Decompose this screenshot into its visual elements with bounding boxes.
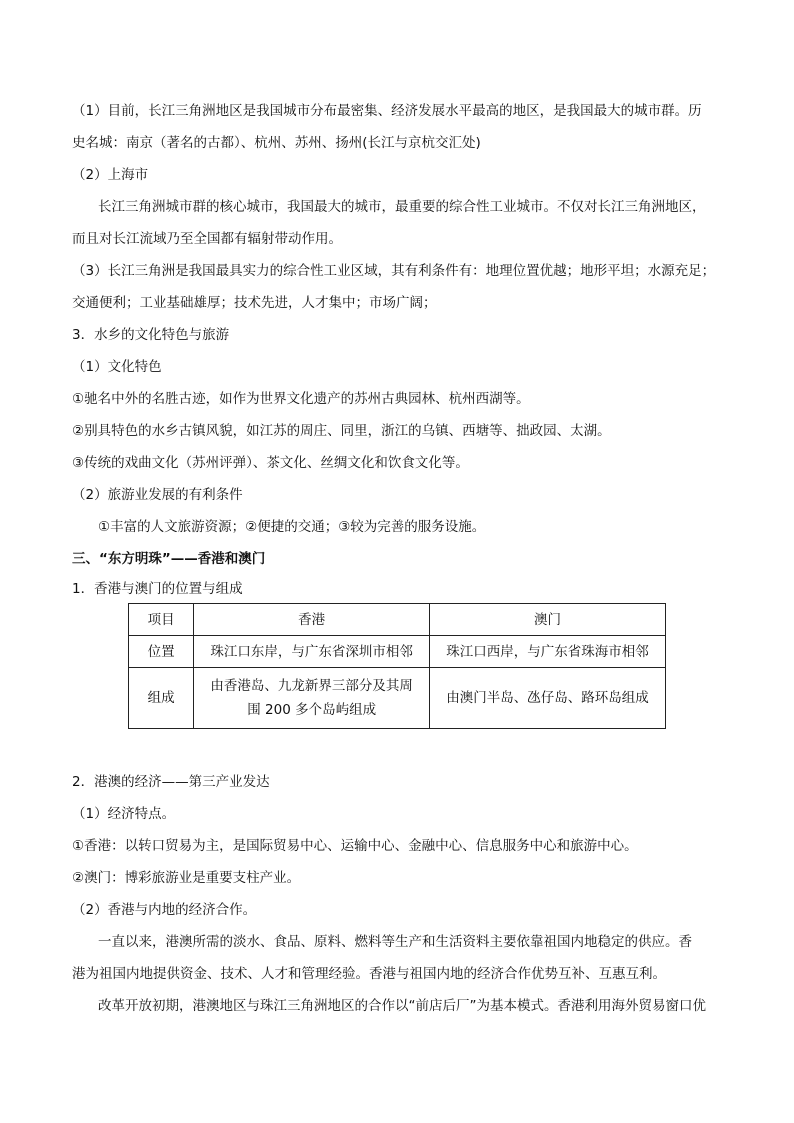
table-row <box>129 636 666 668</box>
subheading-economy-features: （1）经济特点。 <box>72 806 176 822</box>
table-cell-hongkong-location: 珠江口东岸，与广东省深圳市相邻 <box>194 636 430 668</box>
heading-water-town-culture: 3．水乡的文化特色与旅游 <box>72 327 230 343</box>
list-item-culture-1: ①驰名中外的名胜古迹，如作为世界文化遗产的苏州古典园林、杭州西湖等。 <box>72 391 530 407</box>
list-item-culture-3: ③传统的戏曲文化（苏州评弹）、茶文化、丝绸文化和饮食文化等。 <box>72 455 469 471</box>
table-header-hongkong: 香港 <box>194 604 430 636</box>
hk-macau-table <box>128 603 666 729</box>
subheading-shanghai: （2）上海市 <box>72 167 149 183</box>
list-item-culture-2: ②别具特色的水乡古镇风貌，如江苏的周庄、同里，浙江的乌镇、西塘等、拙政园、太湖。 <box>72 423 611 439</box>
paragraph-tourism-conditions: ①丰富的人文旅游资源；②便捷的交通；③较为完善的服务设施。 <box>98 519 486 535</box>
table-cell-label: 组成 <box>129 668 194 729</box>
paragraph-city-cluster-line1: （1）目前，长江三角洲地区是我国城市分布最密集、经济发展水平最高的地区，是我国最大的城市群。历 <box>72 103 702 119</box>
list-item-macau-economy: ②澳门：博彩旅游业是重要支柱产业。 <box>72 870 301 886</box>
table-cell-hongkong-composition <box>194 668 430 729</box>
subheading-culture-features: （1）文化特色 <box>72 359 162 375</box>
cell-text-line: 由香港岛、九龙新界三部分及其周 <box>210 678 413 694</box>
paragraph-industry-line1: （3）长江三角洲是我国最具实力的综合性工业区域，其有利条件有：地理位置优越；地形平坦；水源充足； <box>72 263 716 279</box>
section-heading-hk-macau: 三、“东方明珠”——香港和澳门 <box>72 551 266 567</box>
cell-text-line: 围 200 多个岛屿组成 <box>247 702 377 718</box>
table-row <box>129 668 666 729</box>
subheading-economic-cooperation: （2）香港与内地的经济合作。 <box>72 902 257 918</box>
table-cell-label: 位置 <box>129 636 194 668</box>
paragraph-shanghai-line1: 长江三角洲城市群的核心城市，我国最大的城市，最重要的综合性工业城市。不仅对长江三角洲地区， <box>98 199 706 215</box>
table-cell-macau-location: 珠江口西岸，与广东省珠海市相邻 <box>430 636 666 668</box>
paragraph-shanghai-line2: 而且对长江流域乃至全国都有辐射带动作用。 <box>72 231 342 247</box>
subheading-economy: 2．港澳的经济——第三产业发达 <box>72 774 270 790</box>
subheading-tourism-conditions: （2）旅游业发展的有利条件 <box>72 487 243 503</box>
paragraph-city-cluster-line2: 史名城：南京（著名的古都）、杭州、苏州、扬州(长江与京杭交汇处) <box>72 135 481 151</box>
table-header-item: 项目 <box>129 604 194 636</box>
paragraph-cooperation-line1: 一直以来，港澳所需的淡水、食品、原料、燃料等生产和生活资料主要依靠祖国内地稳定的供应。香 <box>98 934 692 950</box>
paragraph-industry-line2: 交通便利；工业基础雄厚；技术先进，人才集中；市场广阔； <box>72 295 437 311</box>
paragraph-reform-line1: 改革开放初期，港澳地区与珠江三角洲地区的合作以“前店后厂”为基本模式。香港利用海外贸易窗口优 <box>98 998 706 1014</box>
table-header-macau: 澳门 <box>430 604 666 636</box>
table-header-row <box>129 604 666 636</box>
table-cell-macau-composition: 由澳门半岛、氹仔岛、路环岛组成 <box>430 668 666 729</box>
subheading-location-composition: 1．香港与澳门的位置与组成 <box>72 581 243 597</box>
paragraph-cooperation-line2: 港为祖国内地提供资金、技术、人才和管理经验。香港与祖国内地的经济合作优势互补、互惠互利。 <box>72 966 666 982</box>
list-item-hongkong-economy: ①香港：以转口贸易为主，是国际贸易中心、运输中心、金融中心、信息服务中心和旅游中心。 <box>72 838 638 854</box>
